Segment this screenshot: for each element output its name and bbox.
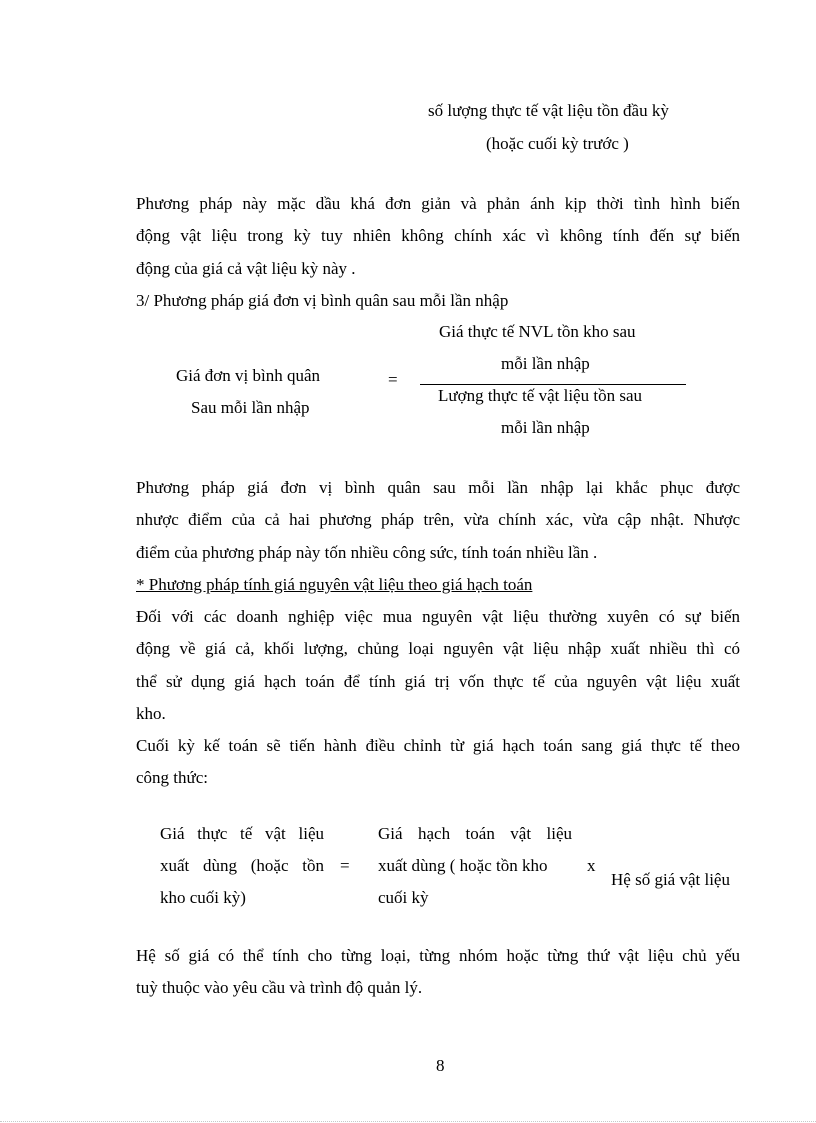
paragraph-line: động về giá cả, khối lượng, chủng loại nguyên vật liệu nhập xuất nhiều thì có (136, 639, 740, 659)
paragraph-5 (136, 940, 740, 1005)
paragraph-line: nhược điểm của cả hai phương pháp trên, vừa chính xác, vừa cập nhật. Nhược (136, 510, 740, 530)
formula3-col1-line: xuất dùng (hoặc tồn (160, 856, 324, 875)
formula3-col2 (378, 818, 572, 914)
formula2-numerator-line1: Giá thực tế NVL tồn kho sau (439, 322, 636, 341)
top-formula-line2: (hoặc cuối kỳ trước ) (486, 134, 629, 153)
paragraph-line: Cuối kỳ kế toán sẽ tiến hành điều chỉnh từ giá hạch toán sang giá thực tế theo (136, 736, 740, 755)
paragraph-line: điểm của phương pháp này tốn nhiều công sức, tính toán nhiều lần . (136, 542, 598, 562)
section-heading-accounting-price: * Phương pháp tính giá nguyên vật liệu theo giá hạch toán (136, 575, 533, 594)
formula3-multiply-sign: x (587, 856, 596, 875)
formula3-price-coefficient: Hệ số giá vật liệu (611, 870, 730, 889)
formula2-equals-sign: = (388, 370, 398, 389)
paragraph-1 (136, 188, 740, 285)
paragraph-line: thể sử dụng giá hạch toán để tính giá trị vốn thực tế của nguyên vật liệu xuất (136, 671, 740, 691)
top-formula-line1: số lượng thực tế vật liệu tồn đầu kỳ (428, 101, 669, 120)
formula3-col2-line: Giá hạch toán vật liệu (378, 824, 572, 843)
page-bottom-divider (0, 1121, 816, 1122)
formula3-col2-line: xuất dùng ( hoặc tồn kho (378, 856, 548, 875)
paragraph-line: Hệ số giá có thể tính cho từng loại, từng nhóm hoặc từng thứ vật liệu chủ yếu (136, 946, 740, 965)
formula2-fraction-bar (420, 384, 686, 385)
paragraph-line: Đối với các doanh nghiệp việc mua nguyên vật liệu thường xuyên có sự biến (136, 607, 740, 626)
paragraph-4 (136, 730, 740, 795)
formula2-denominator-line1: Lượng thực tế vật liệu tồn sau (438, 386, 642, 405)
paragraph-3 (136, 601, 740, 731)
paragraph-line: Phương pháp này mặc dầu khá đơn giản và phản ánh kịp thời tình hình biến (136, 194, 740, 213)
formula3-equals-sign: = (340, 856, 350, 875)
paragraph-2 (136, 472, 740, 569)
paragraph-line: động vật liệu trong kỳ tuy nhiên không chính xác vì không tính đến sự biến (136, 226, 740, 246)
paragraph-line: động của giá cả vật liệu kỳ này . (136, 258, 356, 278)
formula3-col1-line: kho cuối kỳ) (160, 888, 246, 907)
formula3-col1 (160, 818, 324, 914)
paragraph-line: công thức: (136, 768, 209, 788)
formula3-col2-line: cuối kỳ (378, 888, 429, 907)
paragraph-line: kho. (136, 704, 166, 724)
formula2-denominator-line2: mỗi lần nhập (501, 418, 590, 437)
page-number: 8 (436, 1056, 445, 1075)
formula3-col1-line: Giá thực tế vật liệu (160, 824, 324, 843)
paragraph-line: Phương pháp giá đơn vị bình quân sau mỗi lần nhập lại khắc phục được (136, 478, 740, 497)
formula2-numerator-line2: mỗi lần nhập (501, 354, 590, 373)
section-heading-3: 3/ Phương pháp giá đơn vị bình quân sau mỗi lần nhập (136, 291, 509, 310)
formula2-left-line2: Sau mỗi lần nhập (191, 398, 310, 417)
formula2-left-line1: Giá đơn vị bình quân (176, 366, 321, 385)
paragraph-line: tuỳ thuộc vào yêu cầu và trình độ quản lý. (136, 978, 423, 998)
